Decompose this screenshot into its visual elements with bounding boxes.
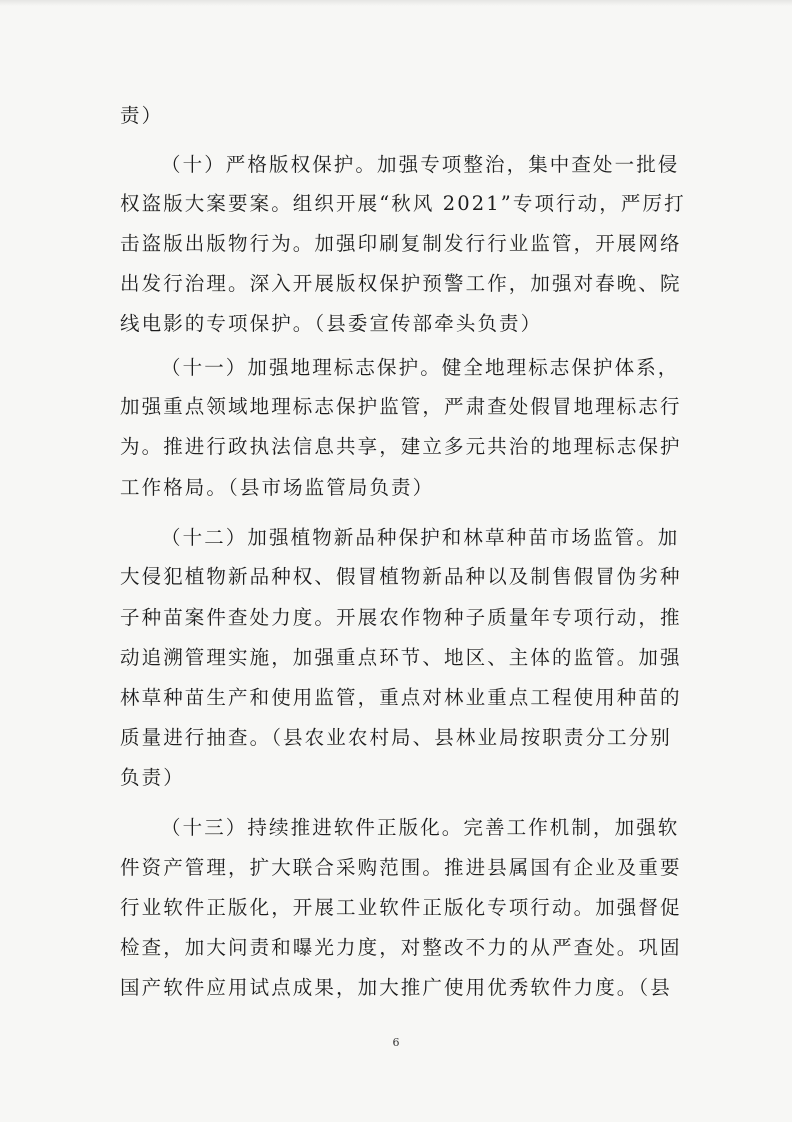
text-line: 击盗版出版物行为。加强印刷复制发行行业监管，开展网络 xyxy=(120,232,682,255)
paragraph-start-line: （十二）加强植物新品种保护和林草种苗市场监管。加 xyxy=(161,526,680,549)
text-line: 出发行治理。深入开展版权保护预警工作，加强对春晚、院 xyxy=(120,272,682,295)
text-line: 件资产管理，扩大联合采购范围。推进县属国有企业及重要 xyxy=(120,856,682,879)
text-line: 质量进行抽查。（县农业农村局、县林业局按职责分工分别 xyxy=(120,726,672,749)
text-line: 动追溯管理实施，加强重点环节、地区、主体的监管。加强 xyxy=(120,646,682,669)
text-line: 国产软件应用试点成果，加大推广使用优秀软件力度。（县 xyxy=(120,976,672,999)
text-line: 负责） xyxy=(120,766,185,789)
paragraph-start-line: （十三）持续推进软件正版化。完善工作机制，加强软 xyxy=(161,816,680,839)
text-line: 责） xyxy=(120,104,164,127)
text-line: 线电影的专项保护。（县委宣传部牵头负责） xyxy=(120,312,543,335)
text-line: 林草种苗生产和使用监管，重点对林业重点工程使用种苗的 xyxy=(120,686,682,709)
text-line: 子种苗案件查处力度。开展农作物种子质量年专项行动，推 xyxy=(120,606,682,629)
text-line: 检查，加大问责和曝光力度，对整改不力的从严查处。巩固 xyxy=(120,936,682,959)
text-line: 权盗版大案要案。组织开展“秋风 2021”专项行动，严厉打 xyxy=(120,192,686,215)
text-line: 行业软件正版化，开展工业软件正版化专项行动。加强督促 xyxy=(120,896,682,919)
page-number: 6 xyxy=(392,1036,400,1049)
text-line: 大侵犯植物新品种权、假冒植物新品种以及制售假冒伪劣种 xyxy=(120,565,682,588)
text-line: 工作格局。（县市场监管局负责） xyxy=(120,476,435,499)
scan-edge xyxy=(0,0,792,6)
paragraph-start-line: （十一）加强地理标志保护。健全地理标志保护体系， xyxy=(161,356,680,379)
text-line: 加强重点领域地理标志保护监管，严肃查处假冒地理标志行 xyxy=(120,395,682,418)
paragraph-start-line: （十）严格版权保护。加强专项整治，集中查处一批侵 xyxy=(161,153,680,176)
text-line: 为。推进行政执法信息共享，建立多元共治的地理标志保护 xyxy=(120,435,682,458)
